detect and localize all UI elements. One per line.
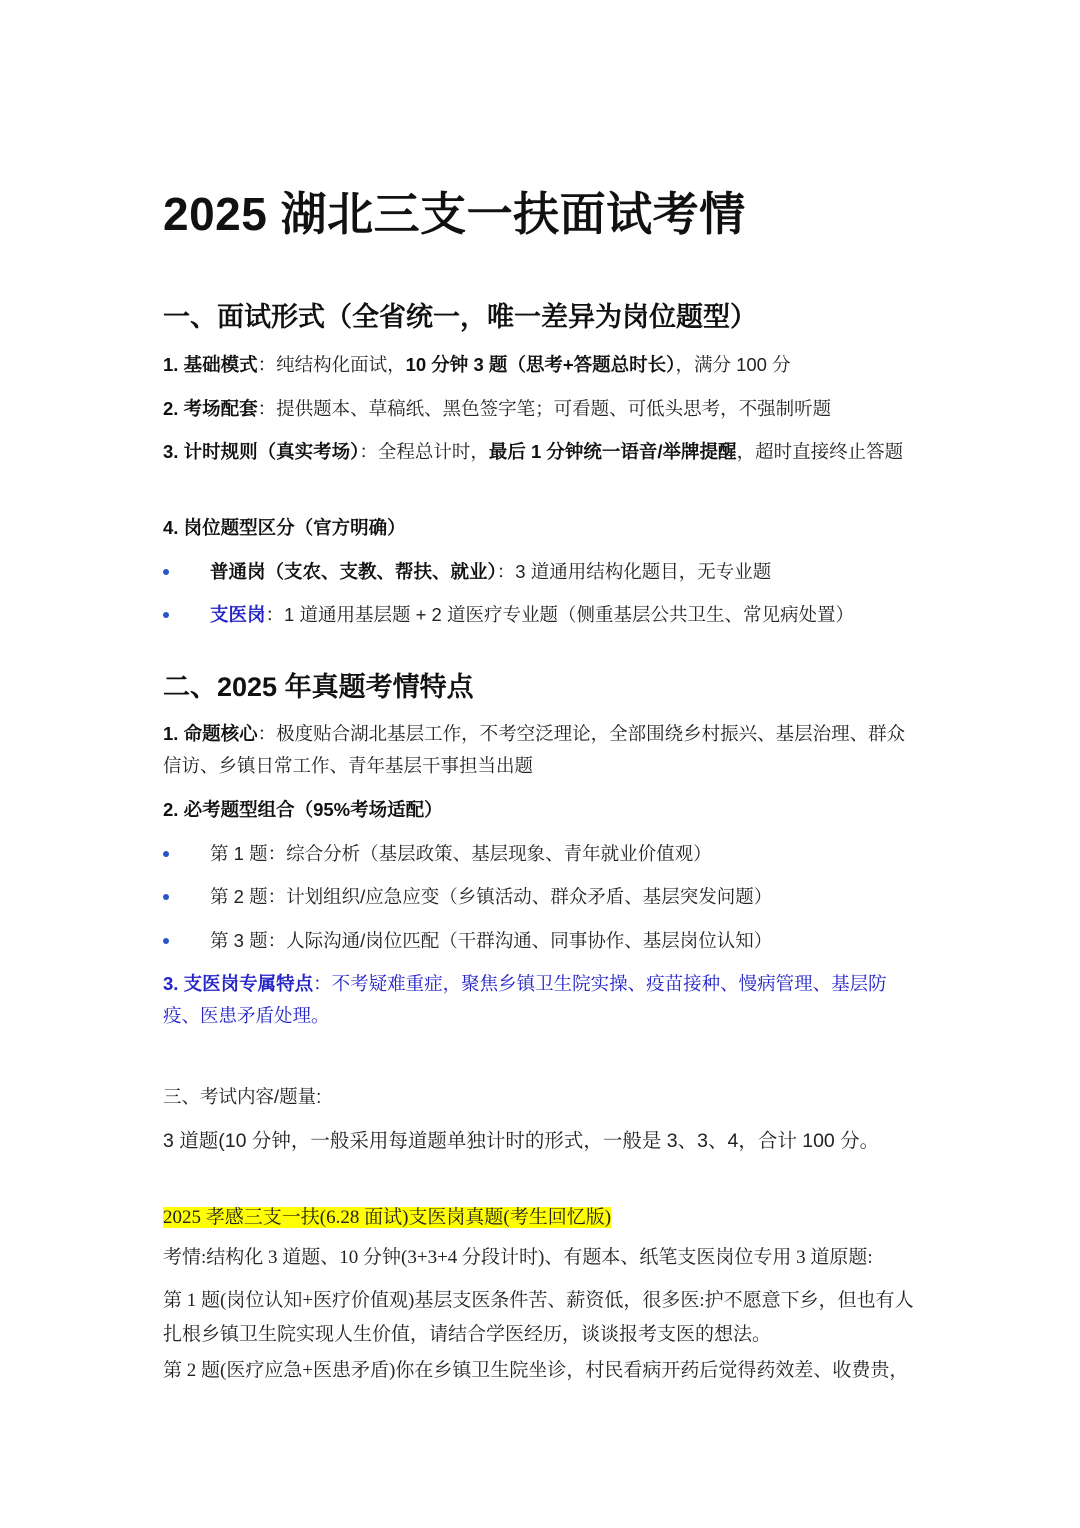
highlight-heading (163, 1201, 923, 1235)
s1-item-4-label: 4. 岗位题型区分（官方明确） (163, 517, 406, 538)
section-3-heading: 三、考试内容/题量: (163, 1086, 322, 1107)
document-title: 2025 湖北三支一扶面试考情 (163, 188, 746, 240)
list-item (163, 881, 923, 913)
s2-item-1 (163, 718, 923, 782)
bullet-text: 第 1 题：综合分析（基层政策、基层现象、青年就业价值观） (210, 843, 712, 864)
s1-item-1-label: 1. 基础模式 (163, 354, 258, 375)
s1-item-4 (163, 512, 923, 544)
s2-item-2-label: 2. 必考题型组合（95%考场适配） (163, 799, 443, 820)
bullet-icon (163, 612, 169, 618)
s2-item-2 (163, 794, 923, 826)
s2-item-3-text: ：不考疑难重症，聚焦乡镇卫生院实操、疫苗接种、慢病管理、基层防疫、医患矛盾处理。 (163, 973, 887, 1026)
s2-item-1-text: ：极度贴合湖北基层工作，不考空泛理论，全部围绕乡村振兴、基层治理、群众信访、乡镇日常工作、青年基层干事担当出题 (163, 723, 906, 776)
s4-question-1: 第 1 题(岗位认知+医疗价值观)基层支医条件苦、薪资低，很多医:护不愿意下乡，但也有人扎根乡镇卫生院实现人生价值，请结合学医经历，谈谈报考支医的想法。 (163, 1290, 914, 1345)
s1-item-2-label: 2. 考场配套 (163, 398, 258, 419)
s1-item-1-bold: 10 分钟 3 题（思考+答题总时长） (405, 354, 676, 375)
s2-item-1-label: 1. 命题核心 (163, 723, 258, 744)
bullet-label: 普通岗（支农、支教、帮扶、就业） (210, 561, 497, 582)
s2-item-3-label: 3. 支医岗专属特点 (163, 973, 314, 994)
s1-item-3-bold: 最后 1 分钟统一语音/举牌提醒 (488, 441, 737, 462)
s3-paragraph: 3 道题(10 分钟，一般采用每道题单独计时的形式，一般是 3、3、4，合计 100 分。 (163, 1130, 880, 1152)
bullet-icon (163, 569, 169, 575)
bullet-text: 第 3 题：人际沟通/岗位匹配（干群沟通、同事协作、基层岗位认知） (210, 930, 773, 951)
bullet-text: 第 2 题：计划组织/应急应变（乡镇活动、群众矛盾、基层突发问题） (210, 886, 773, 907)
section-2-heading: 二、2025 年真题考情特点 (163, 672, 474, 702)
bullet-label: 支医岗 (210, 604, 266, 625)
list-item (163, 838, 923, 870)
bullet-text: ：1 道通用基层题 + 2 道医疗专业题（侧重基层公共卫生、常见病处置） (265, 604, 854, 625)
s1-item-1-text: ：纯结构化面试， (257, 354, 406, 375)
s1-item-1 (163, 349, 923, 381)
bullet-icon (163, 938, 169, 944)
s1-item-2-text: ：提供题本、草稿纸、黑色签字笔；可看题、可低头思考，不强制听题 (257, 398, 832, 419)
section-1-heading: 一、面试形式（全省统一，唯一差异为岗位题型） (163, 302, 757, 332)
s1-item-3-label: 3. 计时规则（真实考场） (163, 441, 360, 462)
list-item (163, 925, 923, 957)
s4-question-2: 第 2 题(医疗应急+医患矛盾)你在乡镇卫生院坐诊，村民看病开药后觉得药效差、收费贵， (163, 1360, 909, 1381)
s1-item-2 (163, 393, 923, 425)
highlighted-text: 2025 孝感三支一扶(6.28 面试)支医岗真题(考生回忆版) (163, 1207, 612, 1228)
s1-item-3-text: ：全程总计时， (359, 441, 489, 462)
s1-item-1-text-2: ，满分 100 分 (675, 354, 791, 375)
s4-paragraph: 考情:结构化 3 道题、10 分钟(3+3+4 分段计时)、有题本、纸笔支医岗位专用 3 道原题: (163, 1247, 873, 1268)
s1-item-3 (163, 436, 923, 468)
s1-item-3-text-2: ，超时直接终止答题 (736, 441, 904, 462)
list-item (163, 556, 923, 588)
bullet-icon (163, 851, 169, 857)
bullet-icon (163, 894, 169, 900)
bullet-text: ：3 道通用结构化题目，无专业题 (496, 561, 772, 582)
list-item (163, 599, 923, 631)
s2-item-3 (163, 968, 923, 1032)
